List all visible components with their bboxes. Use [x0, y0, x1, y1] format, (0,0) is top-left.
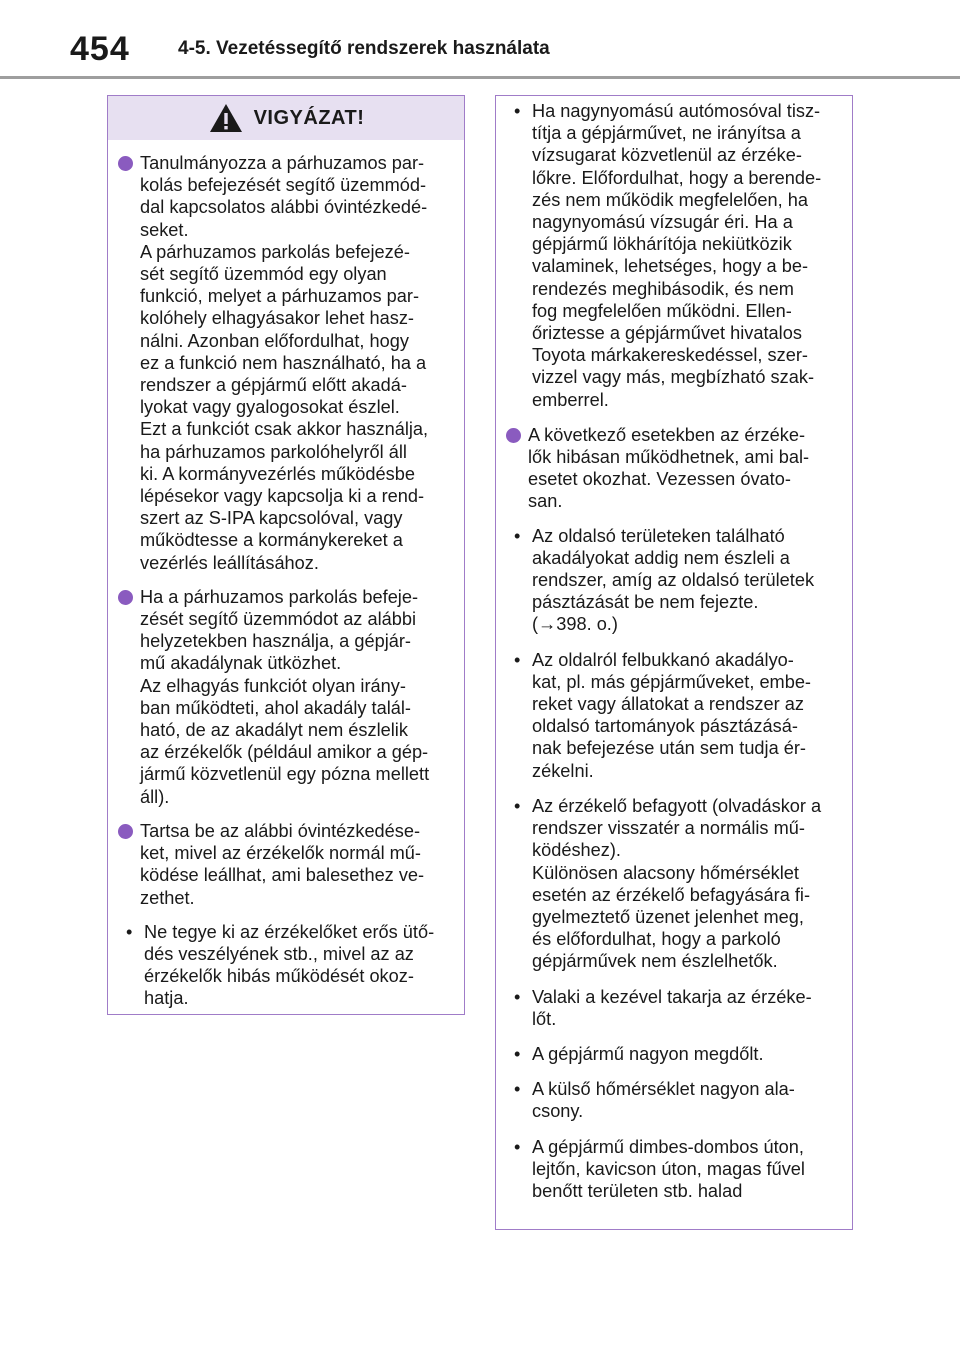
page-number: 454: [70, 30, 130, 68]
list-item-text: Az érzékelő befagyott (olvadáskor a rendszer visszatér a normális mű- ködéshez). Különösen alacsony hőmérséklet esetén az érzékelő befagyására fi- gyelmeztető üzenet jelenhet meg, és előfordulhat, hogy a parkoló gépjárművek nem észlelhetők.: [532, 795, 822, 972]
list-item: [118, 921, 448, 1010]
list-item-text: A gépjármű dimbes-dombos úton, lejtőn, kavicson úton, magas fűvel benőtt területen stb. halad: [532, 1136, 805, 1201]
warning-content-continued: [496, 96, 852, 1202]
bullet-mark: •: [514, 1043, 521, 1064]
section-title: 4-5. Vezetéssegítő rendszerek használata: [178, 38, 550, 59]
warning-box-continued: [495, 95, 853, 1230]
warning-item: [118, 586, 448, 808]
bullet-mark: •: [514, 1136, 521, 1157]
warning-header: [108, 96, 464, 140]
warning-label: VIGYÁZAT!: [253, 106, 365, 129]
bullet-dot-icon: [118, 590, 133, 605]
bullet-mark: •: [514, 795, 521, 816]
header-divider: [0, 76, 960, 79]
warning-item: [118, 152, 448, 574]
list-item: [506, 1078, 836, 1122]
bullet-dot-icon: [118, 156, 133, 171]
list-item-text: Az oldalsó területeken található akadályokat addig nem észleli a rendszer, amíg az oldalsó területek pásztázását be nem fejezte. (→398. o.): [532, 525, 815, 635]
bullet-mark: •: [514, 649, 521, 670]
list-item: [506, 1136, 836, 1203]
list-item-text: A gépjármű nagyon megdőlt.: [532, 1043, 764, 1064]
warning-triangle-icon: [208, 102, 244, 134]
warning-item-text: Tartsa be az alábbi óvintézkedése- ket, mivel az érzékelők normál mű- ködése leállhat, ami balesethez ve- zethet.: [140, 820, 425, 908]
bullet-dot-icon: [506, 428, 521, 443]
list-item: [506, 1043, 836, 1065]
warning-content: [108, 140, 464, 1010]
list-item: [506, 100, 836, 411]
bullet-mark: •: [514, 1079, 521, 1100]
list-item-text: Valaki a kezével takarja az érzéke- lőt.: [532, 986, 812, 1029]
list-item-text: Ha nagynyomású autómosóval tisz- títja a gépjárművet, ne irányítsa a vízsugarat közvetlenül az érzéke- lőkre. Előfordulhat, hogy a berende- zés nem működik megfelelően, ha nagynyomású vízsugár éri. Ha a gépjármű lökhárítója nekiütközik valaminek, lehetséges, hogy a be- rendezés meghibásodik, és nem fog megfelelően működni. Ellen- őriztesse a gépjárművet hivatalos Toyota márkakereskedéssel, szer- vizzel vagy más, megbízható szak- emberrel.: [532, 101, 822, 410]
bullet-mark: •: [514, 986, 521, 1007]
warning-item-text: A következő esetekben az érzéke- lők hibásan működhetnek, ami bal- esetet okozhat. Vezessen óvato- san.: [528, 424, 810, 512]
list-item-text: Az oldalról felbukkanó akadályo- kat, pl. más gépjárműveket, embe- reket vagy állatokat a rendszer az oldalsó tartományok pásztázásá- nak befejezése után sem tudja ér- zékelni.: [532, 649, 811, 781]
list-item: [506, 795, 836, 973]
bullet-dot-icon: [118, 824, 133, 839]
warning-item-text: Ha a párhuzamos parkolás befeje- zését segítő üzemmódot az alábbi helyzetekben használja, a gépjár- mű akadálynak ütközhet. Az elhagyás funkciót olyan irány- ban működteti, ahol akadály talál- ható, de az akadályt nem észlelik az érzékelők (például amikor a gép- jármű közvetlenül egy pózna mellett áll).: [140, 586, 430, 807]
list-item: [506, 525, 836, 636]
bullet-mark: •: [514, 525, 521, 546]
warning-item: [506, 424, 836, 513]
list-item: [506, 986, 836, 1030]
bullet-mark: •: [126, 921, 133, 942]
warning-item-text: Tanulmányozza a párhuzamos par- kolás befejezését segítő üzemmód- dal kapcsolatos alábbi óvintézkedé- seket. A párhuzamos parkolás befejezé- sét segítő üzemmód egy olyan funkció, melyet a párhuzamos par- kolóhely elhagyásakor lehet hasz- nálni. Azonban előfordulhat, hogy ez a funkció nem használható, ha a rendszer a gépjármű előtt akadá- lyokat vagy gyalogosokat észlel. Ezt a funkciót csak akkor használja, ha párhuzamos parkolóhelyről áll ki. A kormányvezérlés működésbe lépésekor vagy kapcsolja ki a rend- szert az S-IPA kapcsolóval, vagy működtesse a kormánykereket a vezérlés leállításához.: [140, 153, 429, 573]
list-item: [506, 649, 836, 782]
warning-box: [107, 95, 465, 1015]
bullet-mark: •: [514, 101, 521, 121]
list-item-text: Ne tegye ki az érzékelőket erős ütő- dés veszélyének stb., mivel az az érzékelők hibás működését okoz- hatja.: [144, 921, 435, 1009]
page-header: [0, 0, 960, 80]
list-item-text: A külső hőmérséklet nagyon ala- csony.: [532, 1079, 795, 1122]
warning-item: [118, 820, 448, 909]
